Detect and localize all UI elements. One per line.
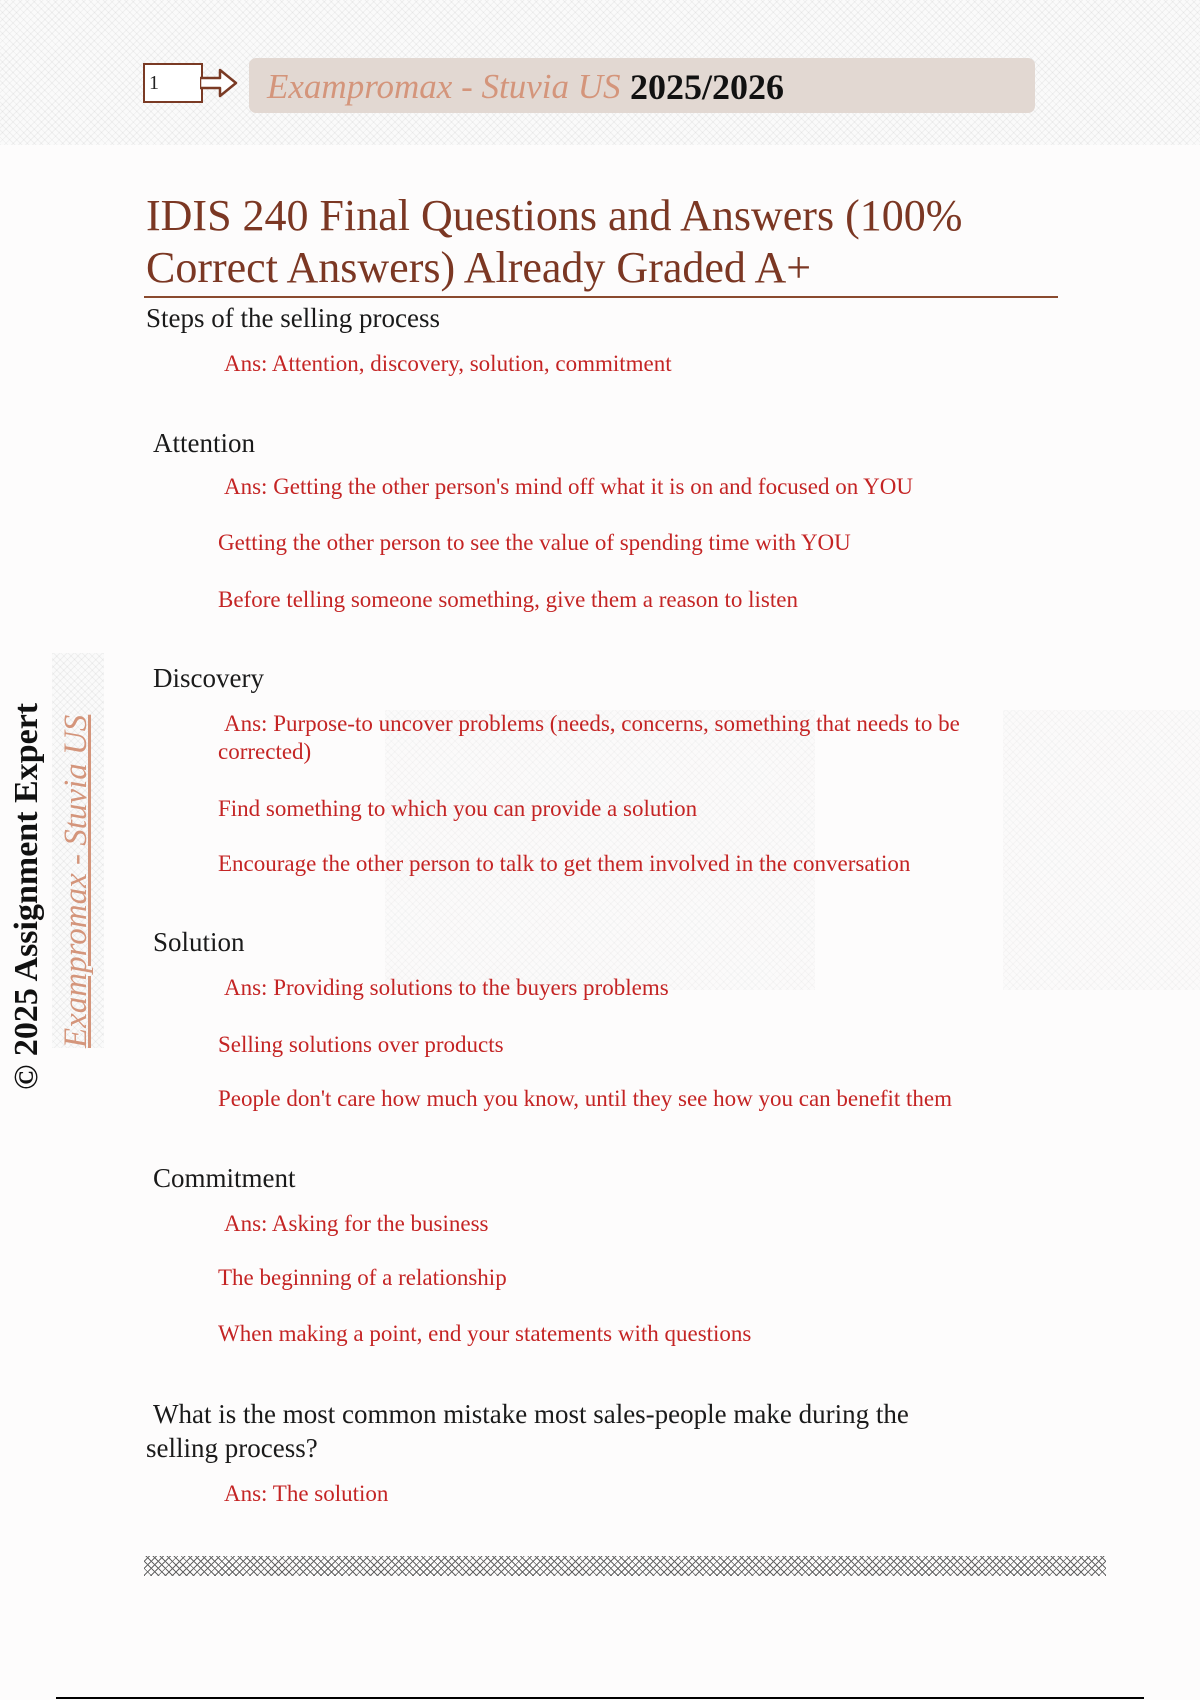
side-watermark bbox=[0, 610, 110, 1090]
answer-text: When making a point, end your statements with questions bbox=[218, 1321, 752, 1346]
question-text: Solution bbox=[153, 927, 245, 957]
question-text-continued: selling process? bbox=[146, 1433, 318, 1463]
question-text: What is the most common mistake most sales-people make during the bbox=[153, 1399, 909, 1429]
page-number: 1 bbox=[149, 72, 159, 94]
answer-text: Ans: Asking for the business bbox=[224, 1211, 489, 1236]
side-brand: Exampromax - Stuvia US bbox=[58, 714, 94, 1048]
decorative-divider bbox=[144, 1556, 1106, 1576]
header-year: 2025/2026 bbox=[630, 67, 785, 107]
document-title: IDIS 240 Final Questions and Answers (100% Correct Answers) Already Graded A+ bbox=[146, 191, 963, 292]
answer-text: Ans: The solution bbox=[224, 1481, 389, 1506]
answer-text: Encourage the other person to talk to get them involved in the conversation bbox=[218, 851, 911, 876]
answer-text: Ans: Attention, discovery, solution, commitment bbox=[224, 351, 672, 376]
answer-text: Ans: Getting the other person's mind off what it is on and focused on YOU bbox=[224, 474, 913, 499]
answer-text: Find something to which you can provide a solution bbox=[218, 796, 698, 821]
footer-rule bbox=[56, 1697, 1144, 1699]
answer-text: corrected) bbox=[218, 739, 312, 764]
header-bar bbox=[249, 58, 1035, 113]
question-text: Steps of the selling process bbox=[146, 303, 440, 333]
answer-text: Ans: Providing solutions to the buyers problems bbox=[224, 975, 669, 1000]
answer-text: Ans: Purpose-to uncover problems (needs, concerns, something that needs to be bbox=[224, 711, 960, 736]
right-arrow-icon bbox=[200, 68, 238, 98]
answer-text: Selling solutions over products bbox=[218, 1032, 504, 1057]
side-watermark-rotated bbox=[0, 610, 110, 1090]
question-text: Commitment bbox=[153, 1163, 296, 1193]
answer-text: The beginning of a relationship bbox=[218, 1265, 507, 1290]
answer-text: Before telling someone something, give them a reason to listen bbox=[218, 587, 798, 612]
question-text: Discovery bbox=[153, 663, 264, 693]
background-texture bbox=[1003, 710, 1200, 990]
background-texture bbox=[385, 710, 815, 990]
title-divider bbox=[144, 296, 1058, 298]
page-number-box bbox=[143, 63, 203, 103]
answer-text: People don't care how much you know, until they see how you can benefit them bbox=[218, 1086, 953, 1111]
answer-text: Getting the other person to see the value of spending time with YOU bbox=[218, 530, 851, 555]
header-brand: Exampromax - Stuvia US bbox=[267, 67, 621, 106]
side-copyright: © 2025 Assignment Expert bbox=[8, 702, 45, 1090]
question-text: Attention bbox=[153, 428, 255, 458]
